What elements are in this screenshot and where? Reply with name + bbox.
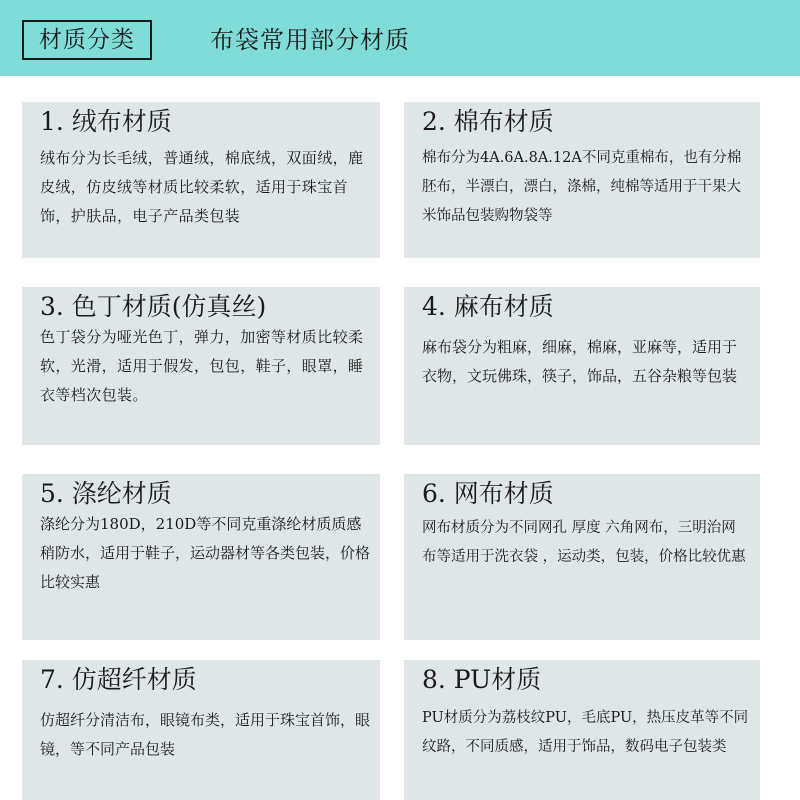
card-title: 2. 棉布材质: [422, 107, 554, 136]
category-tag: 材质分类: [22, 20, 152, 60]
card-description: 绒布分为长毛绒，普通绒，棉底绒，双面绒，鹿皮绒，仿皮绒等材质比较柔软，适用于珠宝首饰，护肤品，电子产品类包装: [40, 149, 364, 225]
material-card-microfiber: [22, 660, 380, 800]
card-title: 8. PU材质: [422, 665, 542, 694]
material-card-linen: [404, 287, 760, 445]
page-title: 布袋常用部分材质: [210, 26, 410, 54]
material-card-velvet: [22, 102, 380, 258]
material-card-pu: [404, 660, 760, 800]
material-card-mesh: [404, 474, 760, 640]
card-description: 仿超纤分清洁布，眼镜布类，适用于珠宝首饰，眼镜，等不同产品包装: [40, 711, 371, 758]
card-description: 棉布分为4A.6A.8A.12A不同克重棉布，也有分棉胚布，半漂白，漂白，涤棉，纯棉等适用于干果大米饰品包装购物袋等: [422, 150, 742, 224]
card-title: 1. 绒布材质: [40, 107, 172, 136]
material-card-satin: [22, 287, 380, 445]
header-banner: [0, 0, 800, 76]
card-description: PU材质分为荔枝纹PU，毛底PU，热压皮革等不同纹路，不同质感，适用于饰品，数码电子包装类: [422, 710, 749, 755]
card-title: 3. 色丁材质(仿真丝): [40, 292, 267, 321]
card-description: 色丁袋分为哑光色丁，弹力，加密等材质比较柔软，光滑，适用于假发，包包，鞋子，眼罩，睡衣等档次包装。: [40, 328, 364, 404]
material-card-cotton: [404, 102, 760, 258]
card-title: 6. 网布材质: [422, 479, 554, 508]
card-description: 涤纶分为180D，210D等不同克重涤纶材质质感稍防水，适用于鞋子，运动器材等各类包装，价格比较实惠: [40, 515, 371, 591]
card-description: 网布材质分为不同网孔 厚度 六角网布，三明治网布等适用于洗衣袋 ，运动类，包装，价格比较优惠: [422, 520, 746, 565]
material-card-polyester: [22, 474, 380, 640]
card-description: 麻布袋分为粗麻，细麻，棉麻，亚麻等，适用于衣物，文玩佛珠，筷子，饰品，五谷杂粮等包装: [422, 338, 738, 385]
card-title: 4. 麻布材质: [422, 292, 554, 321]
card-title: 5. 涤纶材质: [40, 479, 172, 508]
card-title: 7. 仿超纤材质: [40, 665, 197, 694]
